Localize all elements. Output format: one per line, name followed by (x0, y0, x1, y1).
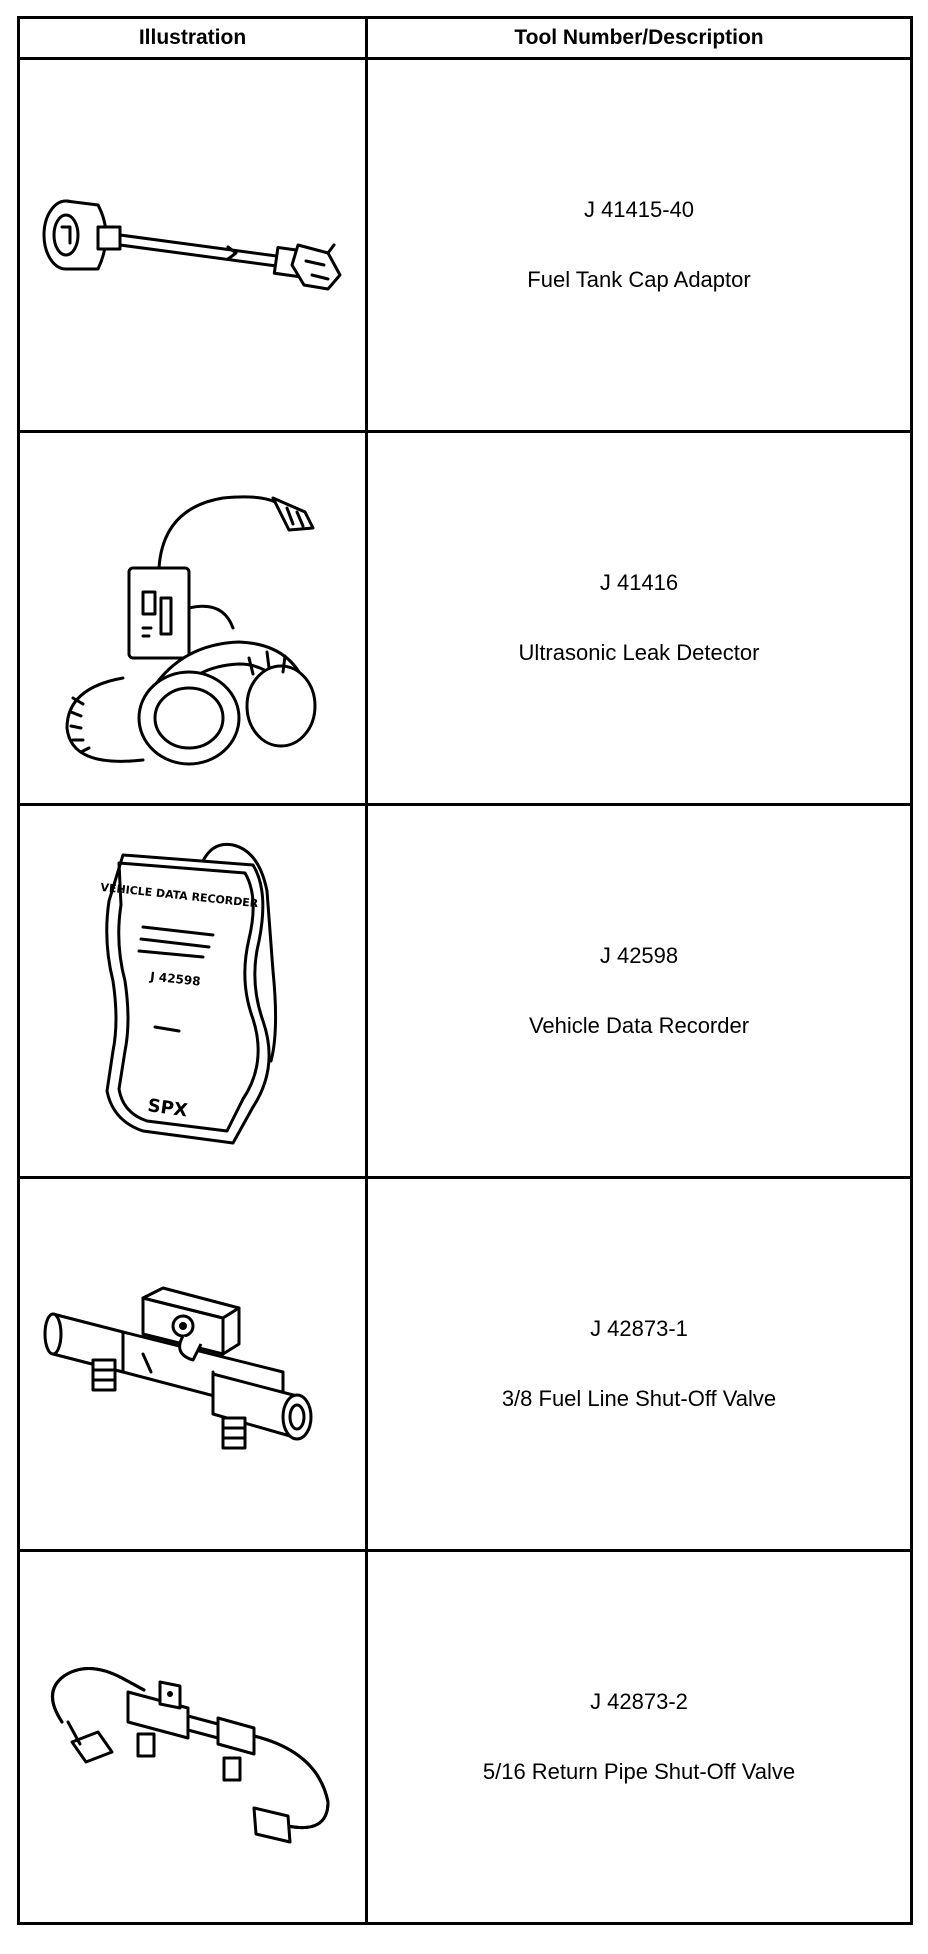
table-row (19, 1551, 912, 1924)
illustration-cell (19, 432, 367, 805)
table-row (19, 805, 912, 1178)
tool-number: J 41416 (599, 570, 679, 595)
table-row (19, 59, 912, 432)
return-pipe-shutoff-valve-icon (28, 1612, 358, 1862)
tool-number: J 42873-1 (590, 1316, 688, 1341)
tool-description: Vehicle Data Recorder (528, 1013, 750, 1038)
tool-number: J 41415-40 (583, 197, 695, 222)
description-cell (367, 805, 912, 1178)
tool-number: J 42598 (599, 943, 679, 968)
tool-description: Fuel Tank Cap Adaptor (527, 267, 751, 292)
header-illustration: Illustration (19, 18, 367, 59)
table-header-row (19, 18, 912, 59)
table-row (19, 1178, 912, 1551)
illustration-cell (19, 805, 367, 1178)
description-cell (367, 59, 912, 432)
header-tool-number-description: Tool Number/Description (367, 18, 912, 59)
tool-description: 5/16 Return Pipe Shut-Off Valve (482, 1759, 796, 1784)
illustration-cell (19, 1551, 367, 1924)
illustration-cell (19, 59, 367, 432)
fuel-tank-cap-adaptor-icon (28, 165, 358, 325)
ultrasonic-leak-detector-icon (43, 468, 343, 768)
tool-description: 3/8 Fuel Line Shut-Off Valve (501, 1386, 777, 1411)
recorder-brand-label: SPX (145, 1095, 189, 1122)
table-row (19, 432, 912, 805)
recorder-title-label: VEHICLE DATA RECORDER (99, 880, 259, 911)
illustration-cell (19, 1178, 367, 1551)
tool-number: J 42873-2 (590, 1689, 688, 1714)
tool-table (17, 16, 913, 1925)
recorder-model-label: J 42598 (149, 969, 201, 989)
description-cell (367, 1178, 912, 1551)
fuel-line-shutoff-valve-icon (33, 1254, 353, 1474)
tool-description: Ultrasonic Leak Detector (518, 640, 760, 665)
description-cell (367, 432, 912, 805)
description-cell (367, 1551, 912, 1924)
vehicle-data-recorder-icon (83, 831, 303, 1151)
